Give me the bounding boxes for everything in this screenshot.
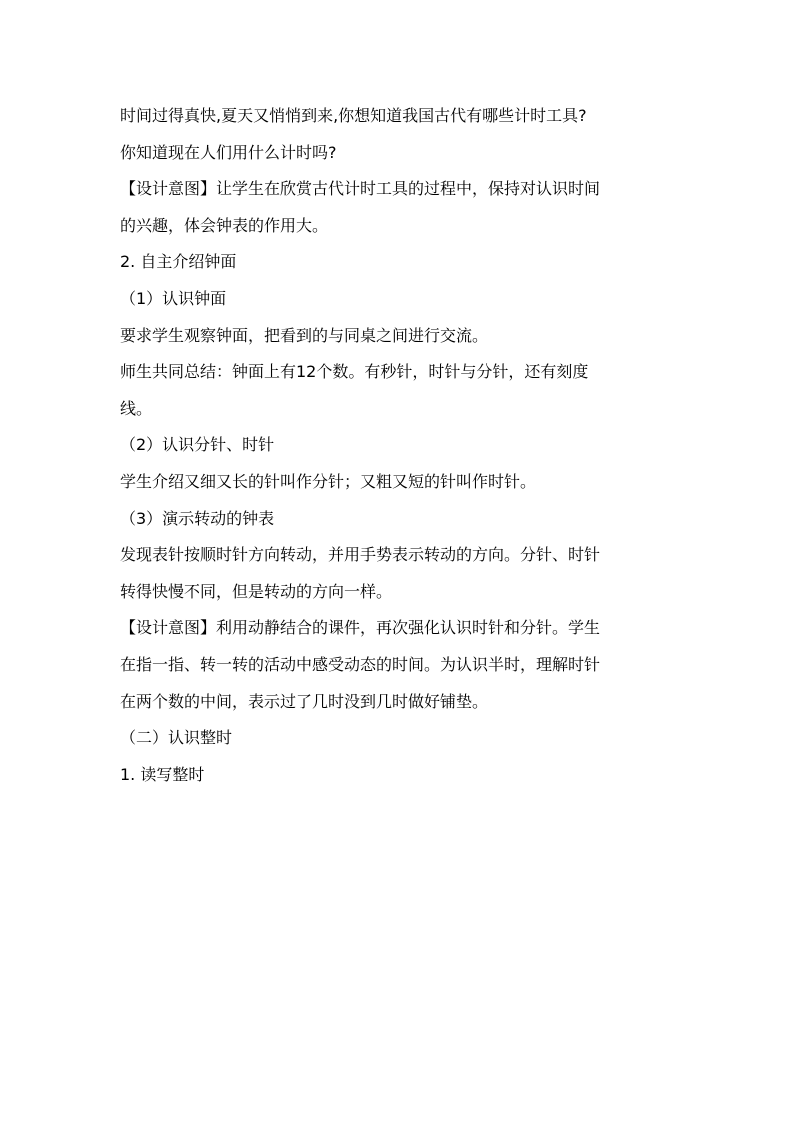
section-heading-2: 2. 自主介绍钟面 bbox=[120, 252, 237, 272]
design-intent-1-line-2: 的兴趣，体会钟表的作用大。 bbox=[120, 215, 329, 235]
document-body bbox=[120, 98, 680, 793]
section-heading-1-read-write: 1. 读写整时 bbox=[120, 764, 205, 784]
paragraph-summary-line-2: 线。 bbox=[120, 398, 153, 418]
design-intent-2-line-2: 在指一指、转一转的活动中感受动态的时间。为认识半时，理解时针 bbox=[120, 654, 601, 674]
paragraph-rotation-line-1: 发现表针按顺时针方向转动，并用手势表示转动的方向。分针、时针 bbox=[120, 545, 601, 565]
section-heading-er: （二）认识整时 bbox=[120, 728, 233, 748]
subheading-1: （1）认识钟面 bbox=[120, 288, 227, 308]
design-intent-2-line-1: 【设计意图】利用动静结合的课件，再次强化认识时针和分针。学生 bbox=[120, 618, 601, 638]
paragraph-rotation-line-2: 转得快慢不同，但是转动的方向一样。 bbox=[120, 581, 393, 601]
paragraph-observe: 要求学生观察钟面，把看到的与同桌之间进行交流。 bbox=[120, 325, 489, 345]
paragraph-hands: 学生介绍又细又长的针叫作分针；又粗又短的针叫作时针。 bbox=[120, 471, 537, 491]
paragraph-intro-line-2: 你知道现在人们用什么计时吗? bbox=[120, 142, 337, 162]
subheading-3: （3）演示转动的钟表 bbox=[120, 508, 275, 528]
design-intent-1-line-1: 【设计意图】让学生在欣赏古代计时工具的过程中，保持对认识时间 bbox=[120, 179, 601, 199]
design-intent-2-line-3: 在两个数的中间，表示过了几时没到几时做好铺垫。 bbox=[120, 691, 489, 711]
paragraph-summary-line-1: 师生共同总结：钟面上有12个数。有秒针，时针与分针，还有刻度 bbox=[120, 362, 589, 382]
subheading-2: （2）认识分针、时针 bbox=[120, 435, 275, 455]
paragraph-intro-line-1: 时间过得真快,夏天又悄悄到来,你想知道我国古代有哪些计时工具? bbox=[120, 106, 587, 125]
